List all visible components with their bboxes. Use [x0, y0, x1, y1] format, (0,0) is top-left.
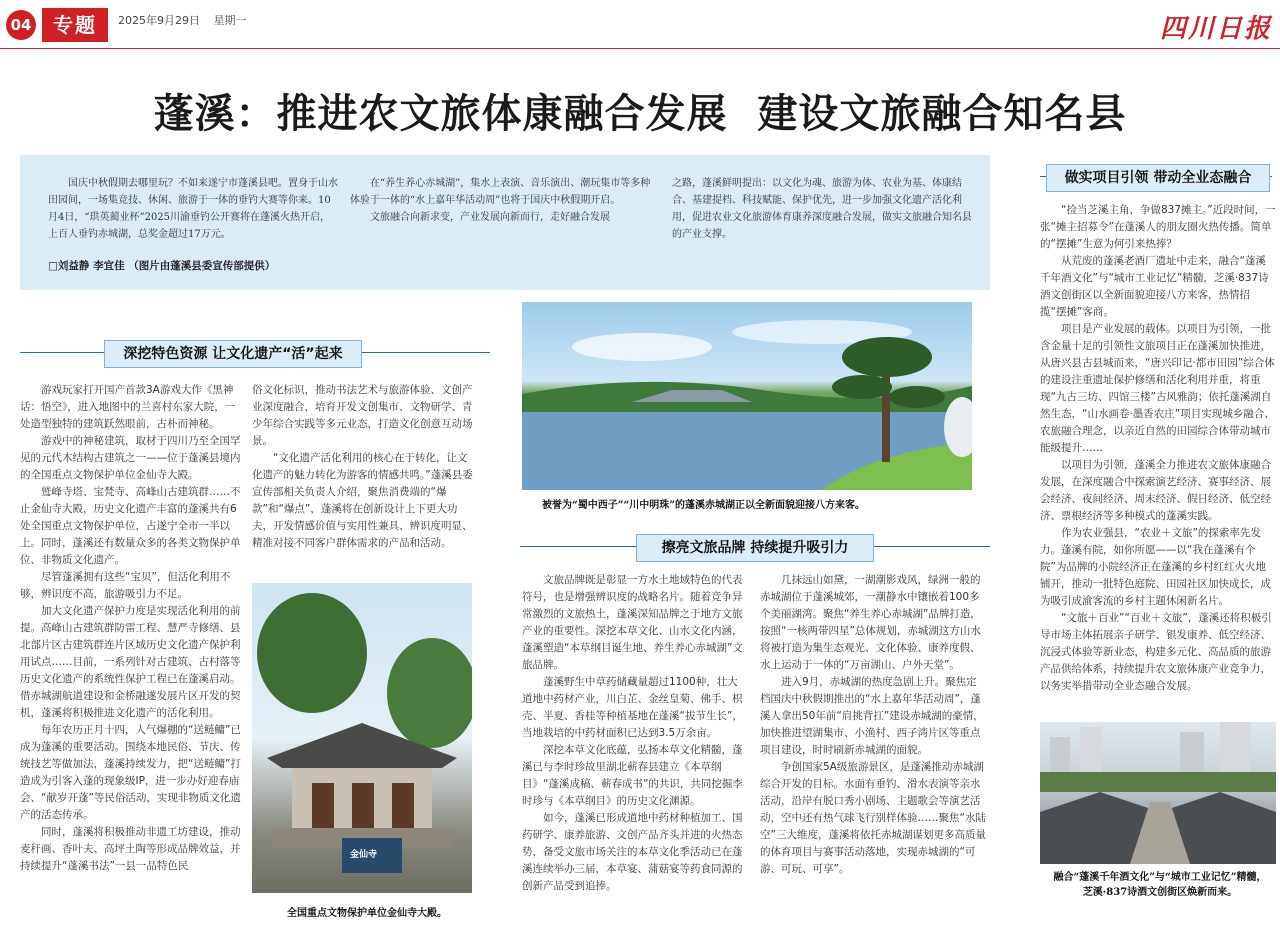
newspaper-logo — [1160, 8, 1272, 45]
article-paragraph: 文旅品牌既是彰显一方水土地域特色的代表符号，也是增强辨识度的战略名片。随着竞争异常激烈的文旅热土，蓬溪深知品牌之于地方文旅产业的重要性。深挖本草文化、山水文化内涵，蓬溪塑造“本草纲目诞生地、养生养心赤城湖”文旅品牌。 — [522, 574, 743, 671]
issue-date: 2025年9月29日 — [118, 14, 200, 27]
article-paragraph: 争创国家5A级旅游景区，是蓬溪推动赤城湖综合开发的目标。水面有垂钓、滑水表演等亲水活动，沿岸有脱口秀小剧场、主题歌会等演艺活动，空中还有热气球飞行别样体验……聚焦“水陆空”三大维度，蓬溪将依托赤城湖谋划更多高质量的体育项目与赛事活动落地，实现赤城湖的“可游、可玩、可享”。 — [760, 761, 986, 875]
section-tag — [42, 8, 108, 42]
lead-paragraph: 文旅融合向新求变，产业发展向新而行，走好融合发展 — [370, 212, 610, 223]
page-number-badge — [6, 10, 36, 40]
section-head-3: 做实项目引领 带动全业态融合 — [1046, 164, 1270, 192]
article-paragraph: 加大文化遗产保护力度是实现活化利用的前提。高峰山古建筑群防雷工程、慧严寺修缮、县北部片区古建筑群连片区域历史文化遗产保护利用试点……目前，一系列针对古建筑、古村落等历史文化遗产的系统性保护工程已在蓬溪启动。借赤城湖航道建设和金桥融遂发展片区开发的契机，蓬溪将积极推进文化遗产的活化利用。 — [20, 605, 241, 719]
lake-scene-icon — [522, 302, 972, 490]
street-caption: 融合“蓬溪千年酒文化”与“城市工业记忆”精髓，芝溪·837诗酒文创街区焕新而来。 — [1053, 872, 1267, 898]
article-paragraph: 项目是产业发展的载体。以项目为引领，一批含金量十足的引领性文旅项目正在蓬溪加快推进，从唐兴县古县城而来，“唐兴印记·都市田园”综合体的建设注重遗址保护修缮和活化利用并重，将重现“九古三坊、四馆三楼”古风雅韵；依托蓬溪湖自然生态，“山水画卷·墨香农庄”项目实现城乡融合、农旅融合理念，以亲近自然的田园综合体带动城市能级提升…… — [1040, 323, 1275, 454]
article-col-1 — [20, 382, 244, 922]
article-paragraph: 如今，蓬溪已形成道地中药材种植加工、国药研学、康养旅游、文创产品齐头并进的火热态势，备受文旅市场关注的本草文化季活动已在蓬溪连续举办三届，本草宴、蒲菇宴等药食同源的创新产品受到追捧。 — [522, 812, 743, 892]
page-number: 04 — [10, 16, 32, 34]
lead-paragraph: 国庆中秋假期去哪里玩？不如来遂宁市蓬溪县吧。置身于山水田园间，一场集竞技、休闲、旅游于一体的垂钓大赛等你来。10月4日，“珙英蔺业杯”2025川渝垂钓公开赛将在蓬溪火热开启，上百人垂钓赤城湖，总奖金超过17万元。 — [48, 178, 338, 240]
article-paragraph: 游戏中的神秘建筑，取材于四川乃至全国罕见的元代木结构古建筑之一——位于蓬溪县境内的全国重点文物保护单位金仙寺大殿。 — [20, 435, 241, 481]
article-paragraph: “文化遗产活化利用的核心在于转化，让文化遗产的魅力转化为游客的情感共鸣。”蓬溪县委宣传部相关负责人介绍，聚焦消费端的“爆款”和“爆点”，蓬溪将在创新设计上下更大功夫，开发情感价值与实用性兼具、辨识度明显、精准对接不同客户群体需求的产品和活动。 — [252, 452, 473, 549]
article-paragraph: 蓬溪野生中草药储藏量超过1100种，壮大道地中药材产业，川白芷、金丝皇菊、佛手、枳壳、半夏、香桂等种植基地在蓬溪“拔节生长”，当地栽培的中药材面积已达到3.5万余亩。 — [522, 676, 743, 739]
street-photo — [1040, 722, 1276, 864]
article-paragraph: 游戏玩家打开国产首款3A游戏大作《黑神话：悟空》，进入地图中的兰喜村东家大院，一处造型独特的建筑跃然眼前，古朴而神秘。 — [20, 384, 236, 430]
lead-col-3 — [672, 175, 972, 245]
street-scene-icon — [1040, 722, 1276, 864]
article-paragraph: 俗文化标识，推动书法艺术与旅游体验、文创产业深度融合，培育开发文创集市、文物研学、青少年综合实践等多元业态，打造文化创意互动场景。 — [252, 384, 473, 447]
article-col-4 — [760, 572, 986, 922]
issue-weekday: 星期一 — [213, 14, 247, 27]
section-head-1: 深挖特色资源 让文化遗产“活”起来 — [104, 340, 362, 368]
article-col-3 — [522, 572, 744, 922]
article-paragraph: 鹫峰寺塔、宝梵寺、高峰山古建筑群……不止金仙寺大殿，历史文化遗产丰富的蓬溪共有6处全国重点文物保护单位，占遂宁全市一半以上。同时，蓬溪还有数量众多的各类文物保护单位、非物质文化遗产。 — [20, 486, 241, 566]
article-col-5 — [1040, 202, 1276, 716]
masthead-rule — [0, 48, 1280, 49]
article-paragraph: “文旅＋百业”“百业＋文旅”，蓬溪还将积极引导市场主体拓展亲子研学、银发康养、低空经济、沉浸式体验等新业态，构建多元化、高品质的旅游产品供给体系，持续提升农文旅体康产业竞争力，以务实举措带动全业态融合发展。 — [1040, 612, 1272, 692]
temple-caption: 全国重点文物保护单位金仙寺大殿。 — [287, 908, 447, 919]
lake-photo — [522, 302, 972, 490]
article-paragraph: 进入9月，赤城湖的热度急剧上升。聚焦定档国庆中秋假期推出的“水上嘉年华活动周”，蓬溪人拿出50年前“肩挑背扛”建设赤城湖的豪情，加快推进望湖集市、小渔村、西子湾片区等重点项目建设，时时刷新赤城湖的面貌。 — [760, 676, 984, 756]
article-paragraph: 几抹远山如黛，一湖潮影戏风，绿洲一般的赤城湖位于蓬溪城郊，一潮静水中镶嵌着100多个美丽湖湾。聚焦“养生养心赤城湖”品牌打造，按照“一核两带四星”总体规划，赤城湖这方山水将被打造为集生态观光、文化体验、康养度假、水上运动于一体的“万亩湖山、户外天堂”。 — [760, 574, 981, 671]
headline: 蓬溪：推进农文旅体康融合发展 建设文旅融合知名县 — [153, 91, 1127, 137]
lead-paragraph: 之路，蓬溪鲜明提出：以文化为魂、旅游为体、农业为基、体康结合、基建提档、科技赋能、保护优先，进一步加强文化遗产活化利用，促进农业文化旅游体育康养深度融合发展，做实文旅融合知名县的产业支撑。 — [672, 178, 972, 240]
article-paragraph: 同时，蓬溪将积极推动非遗工坊建设，推动麦秆画、香叶夫、高坪土陶等形成品牌效益，并持续提升“蓬溪书法”一县一品特色民 — [20, 826, 241, 872]
lead-col-1 — [48, 175, 338, 245]
byline: □刘益静 李宜佳 （图片由蓬溪县委宣传部提供） — [48, 260, 276, 272]
article-paragraph: “捡当芝溪主角，争做837摊主。”近段时间，一张“摊主招募令”在蓬溪人的朋友圈火热传播。简单的“摆摊”生意为何引来热捧？ — [1040, 204, 1276, 250]
lead-paragraph: 在“养生养心赤城湖”，集水上表演、音乐演出、潮玩集市等多种体验于一体的“水上嘉年华活动周”也将于国庆中秋假期开启。 — [350, 178, 651, 206]
temple-sign: 金仙寺 — [350, 850, 378, 860]
article-paragraph: 每年农历正月十四，人气爆棚的“送鲢鳙”已成为蓬溪的重要活动。围绕本地民俗、节庆、传统技艺等做加法，蓬溪持续发力，把“送鲢鳙”打造成为引客入蓬的现象级IP，进一步办好迎春庙会、“献岁开蓬”等民俗活动，实现非物质文化遗产的活态传承。 — [20, 724, 241, 821]
lead-col-2 — [350, 175, 660, 245]
newspaper-name: 四川日报 — [1159, 14, 1272, 44]
lake-caption: 被誉为“蜀中西子”“川中明珠”的蓬溪赤城湖正以全新面貌迎接八方来客。 — [542, 500, 866, 511]
temple-photo — [252, 583, 472, 893]
article-paragraph: 作为农业强县，“农业＋文旅”的探索率先发力。蓬溪有院，如你所愿——以“我在蓬溪有个院”为品牌的小院经济正在蓬溪的乡村红红火火地铺开，推动一批特色庭院、田园社区加快成长，成为吸引成渝客流的乡村主题休闲新名片。 — [1040, 527, 1271, 607]
article-paragraph: 从荒废的蓬溪老酒厂遗址中走来，融合“蓬溪千年酒文化”与“城市工业记忆”精髓，芝溪·837诗酒文创街区以全新面貌迎接八方来客，热情招揽“摆摊”客商。 — [1040, 255, 1269, 318]
section-head-2: 擦亮文旅品牌 持续提升吸引力 — [636, 534, 874, 562]
section-tag-label: 专题 — [53, 13, 97, 37]
article-paragraph: 深挖本草文化底蕴，弘扬本草文化精髓，蓬溪已与李时珍故里湖北蕲春县建立《本草纲目》“蓬溪成稿、蕲春成书”的共识，共同挖掘李时珍与《本草纲目》的历史文化渊源。 — [522, 744, 743, 807]
issue-date-line — [118, 12, 247, 28]
article-col-2 — [252, 382, 474, 578]
article-paragraph: 尽管蓬溪拥有这些“宝贝”，但活化利用不够，辨识度不高，旅游吸引力不足。 — [20, 571, 231, 600]
article-paragraph: 以项目为引领，蓬溪全力推进农文旅体康融合发展，在深度融合中探索演艺经济、赛事经济、展会经济、夜间经济、周末经济、假日经济、低空经济、票根经济等多种模式的蓬溪实践。 — [1040, 459, 1271, 522]
